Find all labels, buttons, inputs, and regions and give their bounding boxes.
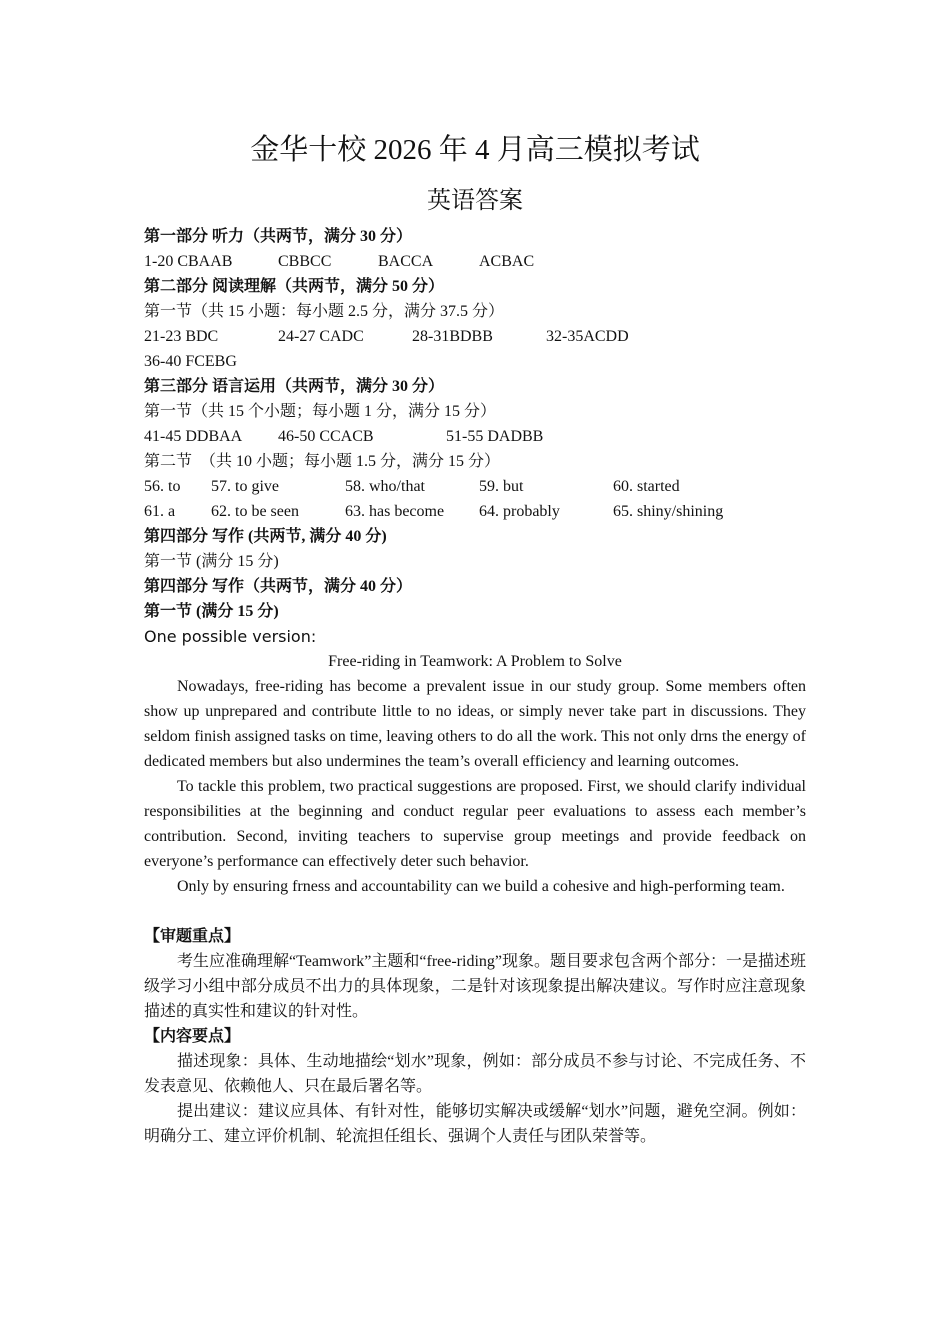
part3-section1: 第一节（共 15 个小题；每小题 1 分，满分 15 分） <box>144 403 497 420</box>
part2-heading: 第二部分 阅读理解（共两节，满分 50 分） <box>144 278 445 295</box>
page-title: 金华十校 2026 年 4 月高三模拟考试 <box>250 134 700 166</box>
answer-group: 21-23 BDC <box>144 328 219 345</box>
part4-heading: 第四部分 写作 (共两节, 满分 40 分) <box>144 528 387 545</box>
content-point-phenomenon: 描述现象：具体、生动地描绘“划水”现象，例如：部分成员不参与讨论、不完成任务、不发表意见、依赖他人、只在最后署名等。 <box>144 1053 806 1095</box>
answer-item: 63. has become <box>345 503 445 520</box>
essay-title: Free-riding in Teamwork: A Problem to Solve <box>328 653 622 670</box>
content-heading: 【内容要点】 <box>144 1028 241 1045</box>
answer-group: CBBCC <box>278 253 332 270</box>
answer-item: 56. to <box>144 478 181 495</box>
answer-group: 1-20 CBAAB <box>144 253 233 270</box>
spacer <box>144 899 806 924</box>
answer-item: 65. shiny/shining <box>613 503 724 520</box>
answer-item: 61. a <box>144 503 176 520</box>
essay-paragraph: Only by ensuring frness and accountability can we build a cohesive and high-performing team. <box>177 878 785 895</box>
answer-group: 28-31BDBB <box>412 328 493 345</box>
answer-group: 46-50 CCACB <box>278 428 374 445</box>
answer-item: 62. to be seen <box>211 503 299 520</box>
answer-item: 60. started <box>613 478 680 495</box>
part3-row2 <box>144 499 806 524</box>
part3-heading: 第三部分 语言运用（共两节，满分 30 分） <box>144 378 445 395</box>
answer-item: 57. to give <box>211 478 279 495</box>
focus-text: 考生应准确理解“Teamwork”主题和“free-riding”现象。题目要求包含两个部分：一是描述班级学习小组中部分成员不出力的具体现象，二是针对该现象提出解决建议。写作时应注意现象描述的真实性和建议的针对性。 <box>144 953 807 1020</box>
answer-group: 51-55 DADBB <box>446 428 544 445</box>
answer-group: ACBAC <box>479 253 535 270</box>
part3-answers <box>144 424 806 449</box>
answer-group: 24-27 CADC <box>278 328 364 345</box>
answer-item: 64. probably <box>479 503 560 520</box>
answer-content <box>144 224 806 1149</box>
part1-heading: 第一部分 听力（共两节，满分 30 分） <box>144 228 413 245</box>
part2-section1: 第一节（共 15 小题：每小题 2.5 分，满分 37.5 分） <box>144 303 505 320</box>
focus-heading: 【审题重点】 <box>144 928 241 945</box>
answer-group: 41-45 DDBAA <box>144 428 243 445</box>
essay-paragraph: To tackle this problem, two practical suggestions are proposed. First, we should clarify individual responsibilities at the beginning and conduct regular peer evaluations to assess each member’s contribution. Second, inviting teachers to supervise group meetings and provide feedback on everyone’s performance can effectively deter such behavior. <box>144 778 806 870</box>
answer-group: BACCA <box>378 253 434 270</box>
answer-item: 58. who/that <box>345 478 425 495</box>
version-label: One possible version: <box>144 627 317 646</box>
part3-section2: 第二节 （共 10 小题；每小题 1.5 分，满分 15 分） <box>144 453 501 470</box>
part4-section1-repeat: 第一节 (满分 15 分) <box>144 603 279 620</box>
part4-section1: 第一节 (满分 15 分) <box>144 553 279 570</box>
answer-group: 32-35ACDD <box>546 328 629 345</box>
page-subtitle: 英语答案 <box>427 188 523 214</box>
part1-answers <box>144 249 806 274</box>
part4-heading-repeat: 第四部分 写作（共两节，满分 40 分） <box>144 578 413 595</box>
part3-row1 <box>144 474 806 499</box>
answer-item: 59. but <box>479 478 524 495</box>
part2-answers-extra: 36-40 FCEBG <box>144 353 237 370</box>
essay-paragraph: Nowadays, free-riding has become a prevalent issue in our study group. Some members often show up unprepared and contribute little to no ideas, or simply never take part in discussions. They seldom finish assigned tasks on time, leaving others to do all the work. This not only drns the energy of dedicated members but also undermines the team’s overall efficiency and learning outcomes. <box>144 678 806 770</box>
part2-answers <box>144 324 806 349</box>
content-point-suggestion: 提出建议：建议应具体、有针对性，能够切实解决或缓解“划水”问题，避免空洞。例如：明确分工、建立评价机制、轮流担任组长、强调个人责任与团队荣誉等。 <box>144 1103 806 1145</box>
